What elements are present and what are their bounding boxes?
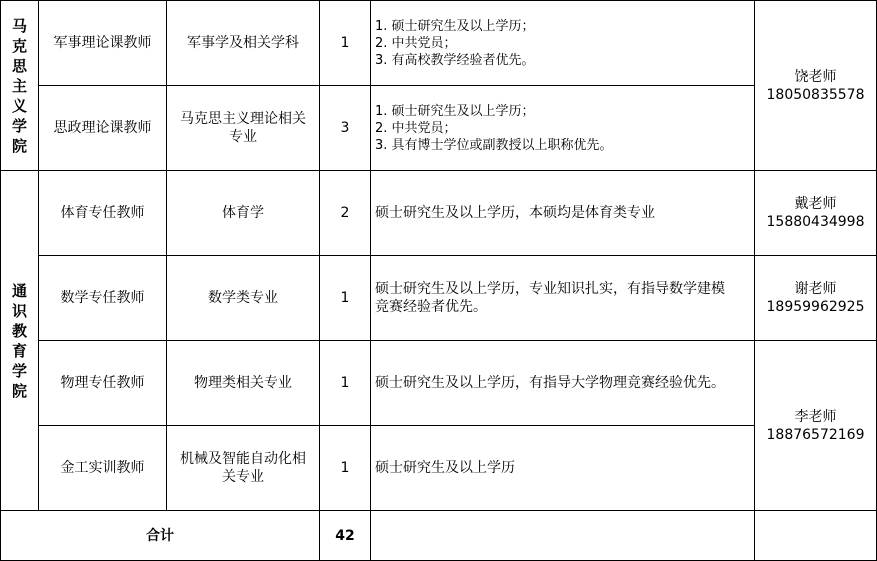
major-cell: 军事学及相关学科 (167, 1, 320, 86)
requirements-cell: 硕士研究生及以上学历，专业知识扎实，有指导数学建模 竞赛经验者优先。 (371, 256, 755, 341)
table-row (1, 341, 877, 426)
contact-cell: 饶老师 18050835578 (755, 1, 877, 171)
count-cell: 1 (320, 1, 371, 86)
major-cell: 物理类相关专业 (167, 341, 320, 426)
table-row (1, 426, 877, 511)
college-name-general-education: 通 识 教 育 学 院 (1, 171, 39, 511)
table-row (1, 1, 877, 86)
count-cell: 1 (320, 341, 371, 426)
total-label: 合计 (1, 511, 320, 561)
requirements-cell: 硕士研究生及以上学历，有指导大学物理竞赛经验优先。 (371, 341, 755, 426)
count-cell: 1 (320, 256, 371, 341)
requirements-cell: 硕士研究生及以上学历，本硕均是体育类专业 (371, 171, 755, 256)
position-cell: 体育专任教师 (39, 171, 167, 256)
contact-cell: 李老师 18876572169 (755, 341, 877, 511)
contact-cell: 谢老师 18959962925 (755, 256, 877, 341)
count-cell: 3 (320, 86, 371, 171)
total-value: 42 (320, 511, 371, 561)
total-row (1, 511, 877, 561)
table-row (1, 256, 877, 341)
count-cell: 1 (320, 426, 371, 511)
major-cell: 体育学 (167, 171, 320, 256)
position-cell: 思政理论课教师 (39, 86, 167, 171)
major-cell: 机械及智能自动化相 关专业 (167, 426, 320, 511)
position-cell: 物理专任教师 (39, 341, 167, 426)
requirements-cell: 1. 硕士研究生及以上学历； 2. 中共党员； 3. 具有博士学位或副教授以上职称优先。 (371, 86, 755, 171)
major-cell: 马克思主义理论相关 专业 (167, 86, 320, 171)
empty-cell (371, 511, 755, 561)
empty-cell (755, 511, 877, 561)
position-cell: 数学专任教师 (39, 256, 167, 341)
count-cell: 2 (320, 171, 371, 256)
requirements-cell: 1. 硕士研究生及以上学历； 2. 中共党员； 3. 有高校教学经验者优先。 (371, 1, 755, 86)
requirements-cell: 硕士研究生及以上学历 (371, 426, 755, 511)
table-row (1, 86, 877, 171)
contact-cell: 戴老师 15880434998 (755, 171, 877, 256)
position-cell: 军事理论课教师 (39, 1, 167, 86)
table-row (1, 171, 877, 256)
major-cell: 数学类专业 (167, 256, 320, 341)
college-name-marxism: 马 克 思 主 义 学 院 (1, 1, 39, 171)
position-cell: 金工实训教师 (39, 426, 167, 511)
